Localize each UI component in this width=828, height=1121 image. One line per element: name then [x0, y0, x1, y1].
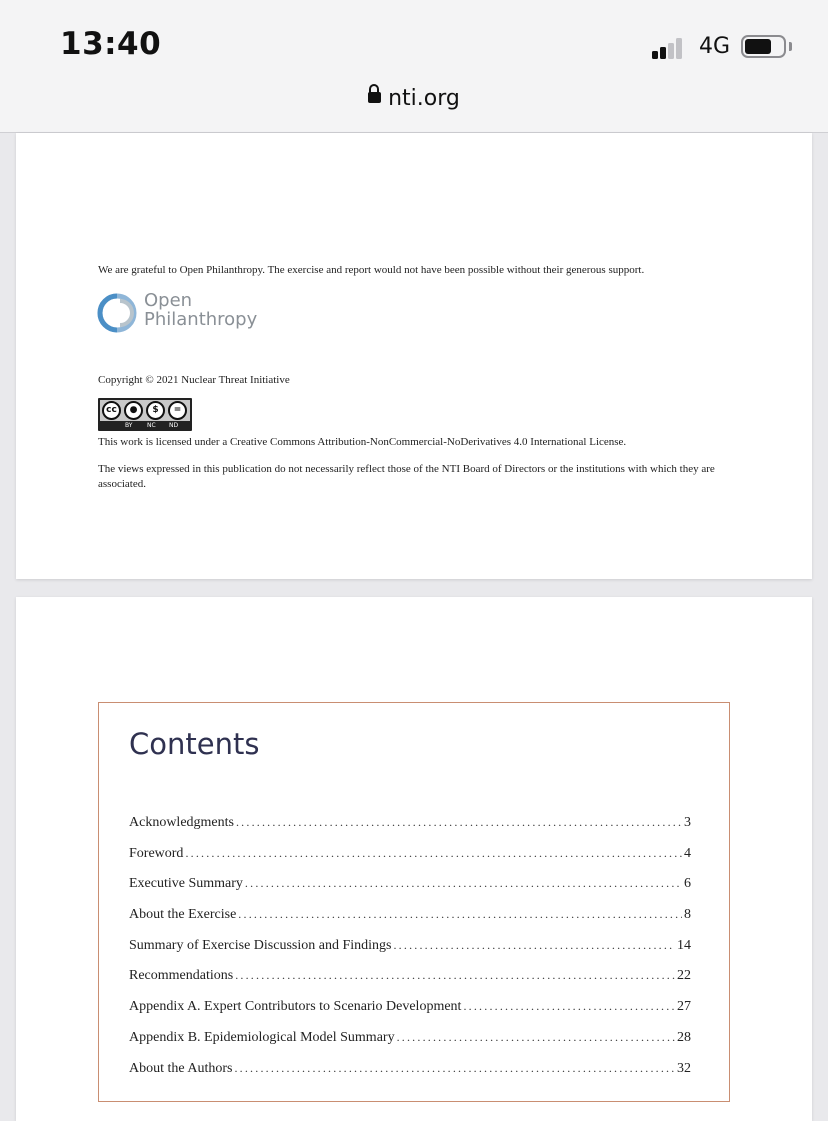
- battery-cap: [789, 42, 792, 51]
- url-text: nti.org: [388, 86, 460, 111]
- logo-line1: Open: [144, 290, 193, 311]
- toc-leader: [236, 815, 682, 830]
- contents-title: Contents: [129, 727, 260, 761]
- toc-row[interactable]: [129, 815, 691, 846]
- address-bar[interactable]: [0, 86, 828, 111]
- toc-row[interactable]: [129, 938, 691, 969]
- cc-icon: cc: [102, 401, 121, 420]
- toc-row[interactable]: [129, 876, 691, 907]
- logo-wordmark: [144, 291, 257, 329]
- toc-row[interactable]: [129, 846, 691, 877]
- disclaimer-text: The views expressed in this publication do not necessarily reflect those of the NTI Board of Directors or the institutions with which they are associated.: [98, 463, 715, 490]
- toc-leader: [245, 876, 682, 891]
- toc-page: 28: [677, 1029, 691, 1045]
- toc-title: Executive Summary: [129, 876, 243, 892]
- cc-label-nd: ND: [169, 422, 179, 429]
- acknowledgment-text: We are grateful to Open Philanthropy. The exercise and report would not have been possible without their generous support.: [98, 264, 645, 276]
- network-type: 4G: [699, 34, 731, 59]
- toc-page: 4: [684, 845, 691, 861]
- toc-leader: [238, 907, 682, 922]
- creative-commons-badge: [98, 398, 192, 431]
- status-bar: [0, 0, 828, 133]
- toc-page: 27: [677, 999, 691, 1015]
- pdf-page-1: [16, 133, 812, 579]
- cc-label-nc: NC: [147, 422, 156, 429]
- toc-title: Recommendations: [129, 968, 234, 984]
- toc-leader: [185, 846, 682, 861]
- noderivatives-icon: =: [168, 401, 187, 420]
- noncommercial-icon: $: [146, 401, 165, 420]
- toc-row[interactable]: [129, 1061, 691, 1092]
- status-time: 13:40: [60, 26, 162, 62]
- toc-title: Acknowledgments: [129, 815, 234, 830]
- toc-page: 3: [684, 815, 691, 830]
- toc-page: 14: [677, 937, 691, 953]
- toc-page: 8: [684, 907, 691, 923]
- cellular-signal-icon: [652, 37, 692, 59]
- toc-leader: [463, 999, 675, 1014]
- toc-title: Appendix A. Expert Contributors to Scenario Development: [129, 999, 462, 1015]
- toc-title: About the Exercise: [129, 907, 237, 923]
- toc-leader: [235, 968, 675, 983]
- license-text: This work is licensed under a Creative Commons Attribution-NonCommercial-NoDerivatives 4.0 International License.: [98, 436, 627, 448]
- copyright-text: Copyright © 2021 Nuclear Threat Initiative: [98, 374, 290, 386]
- toc-leader: [234, 1061, 675, 1076]
- toc-page: 6: [684, 876, 691, 892]
- attribution-icon: ●: [124, 401, 143, 420]
- toc-title: Foreword: [129, 845, 184, 861]
- table-of-contents: [129, 815, 691, 1091]
- toc-row[interactable]: [129, 1030, 691, 1061]
- open-philanthropy-logo: [96, 291, 276, 335]
- toc-row[interactable]: [129, 968, 691, 999]
- toc-leader: [393, 938, 675, 953]
- lock-icon: [368, 91, 380, 106]
- toc-title: Appendix B. Epidemiological Model Summary: [129, 1029, 395, 1045]
- toc-row[interactable]: [129, 999, 691, 1030]
- battery-icon: [741, 35, 786, 58]
- open-philanthropy-logo-mark: [96, 292, 138, 334]
- contents-box: [98, 702, 730, 1102]
- logo-line2: Philanthropy: [144, 309, 258, 330]
- pdf-page-2: [16, 597, 812, 1121]
- toc-title: About the Authors: [129, 1060, 233, 1076]
- cc-label-by: BY: [125, 422, 133, 429]
- toc-row[interactable]: [129, 907, 691, 938]
- toc-page: 32: [677, 1060, 691, 1076]
- toc-title: Summary of Exercise Discussion and Findings: [129, 937, 392, 953]
- toc-leader: [397, 1030, 675, 1045]
- toc-page: 22: [677, 968, 691, 984]
